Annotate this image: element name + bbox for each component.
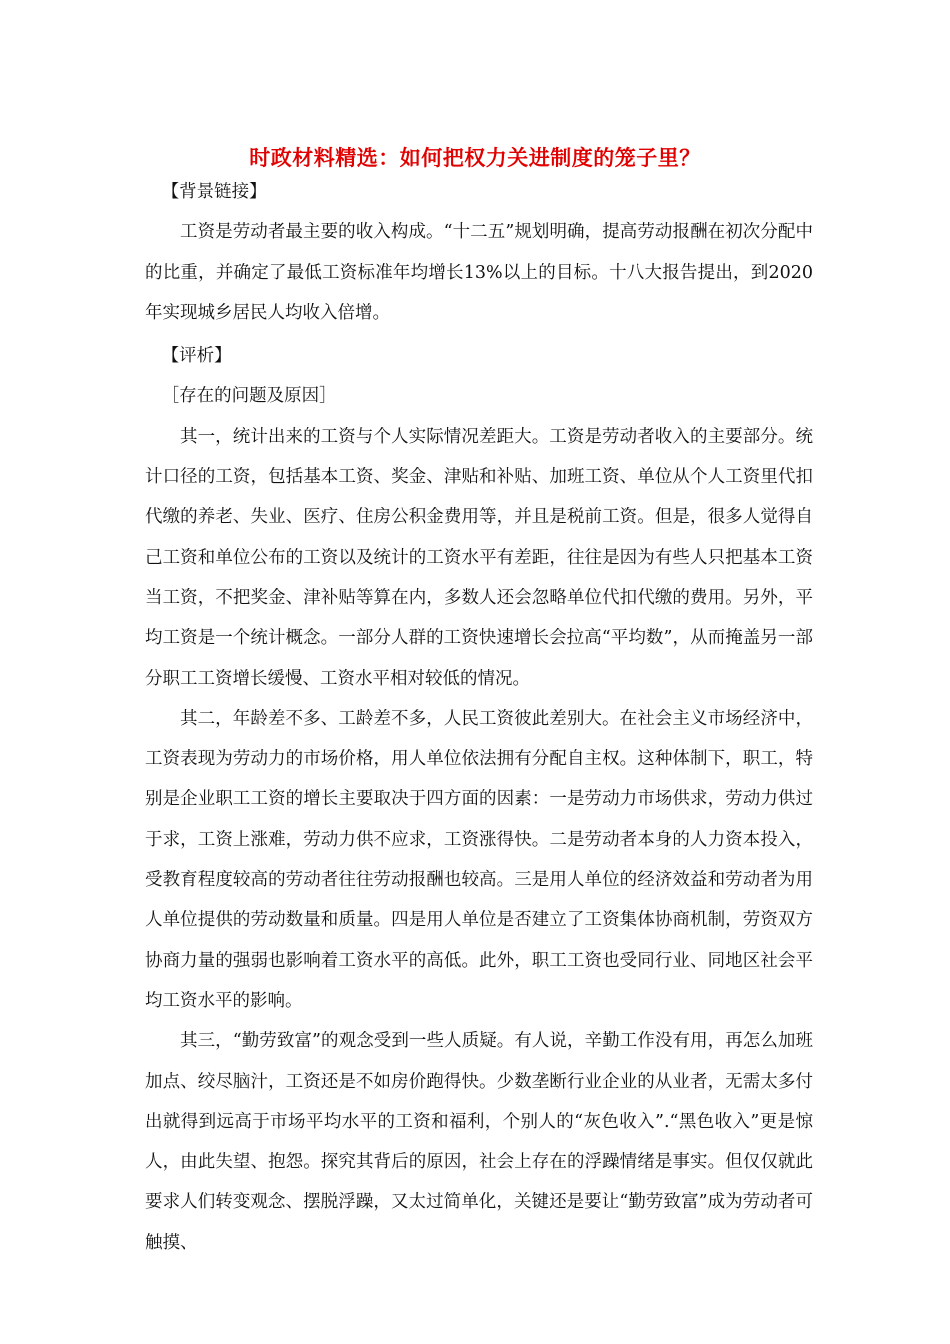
paragraph-third-issue: 其三，“勤劳致富”的观念受到一些人质疑。有人说，辛勤工作没有用，再怎么加班加点、绞尽脑汁，工资还是不如房价跑得快。少数垄断行业企业的从业者，无需太多付出就得到远高于市场平均水平的工资和福利，个别人的“灰色收入”.“黑色收入”更是惊人，由此失望、抱怨。探究其背后的原因，社会上存在的浮躁情绪是事实。但仅仅就此要求人们转变观念、摆脱浮躁，又太过简单化，关键还是要让“勤劳致富”成为劳动者可触摸、 bbox=[145, 1031, 813, 1253]
paragraph-second-issue: 其二，年龄差不多、工龄差不多，人民工资彼此差别大。在社会主义市场经济中，工资表现为劳动力的市场价格，用人单位依法拥有分配自主权。这种体制下，职工，特别是企业职工工资的增长主要取决于四方面的因素：一是劳动力市场供求，劳动力供过于求，工资上涨难，劳动力供不应求，工资涨得快。二是劳动者本身的人力资本投入，受教育程度较高的劳动者往往劳动报酬也较高。三是用人单位的经济效益和劳动者为用人单位提供的劳动数量和质量。四是用人单位是否建立了工资集体协商机制，劳资双方协商力量的强弱也影响着工资水平的高低。此外，职工工资也受同行业、同地区社会平均工资水平的影响。 bbox=[145, 708, 813, 1011]
background-heading: 【背景链接】 bbox=[161, 182, 267, 202]
document-title: 时政材料精选：如何把权力关进制度的笼子里？ bbox=[249, 145, 701, 170]
problems-heading: ［存在的问题及原因］ bbox=[161, 386, 337, 407]
document-body bbox=[145, 172, 813, 1263]
background-paragraph: 工资是劳动者最主要的收入构成。“十二五”规划明确，提高劳动报酬在初次分配中的比重，并确定了最低工资标准年均增长13%以上的目标。十八大报告提出，到2020年实现城乡居民人均收入倍增。 bbox=[145, 222, 813, 323]
analysis-heading: 【评析】 bbox=[161, 346, 232, 367]
paragraph-first-issue: 其一，统计出来的工资与个人实际情况差距大。工资是劳动者收入的主要部分。统计口径的工资，包括基本工资、奖金、津贴和补贴、加班工资、单位从个人工资里代扣代缴的养老、失业、医疗、住房公积金费用等，并且是税前工资。但是，很多人觉得自己工资和单位公布的工资以及统计的工资水平有差距，往往是因为有些人只把基本工资当工资，不把奖金、津补贴等算在内，多数人还会忽略单位代扣代缴的费用。另外，平均工资是一个统计概念。一部分人群的工资快速增长会拉高“平均数”，从而掩盖另一部分职工工资增长缓慢、工资水平相对较低的情况。 bbox=[145, 426, 813, 689]
